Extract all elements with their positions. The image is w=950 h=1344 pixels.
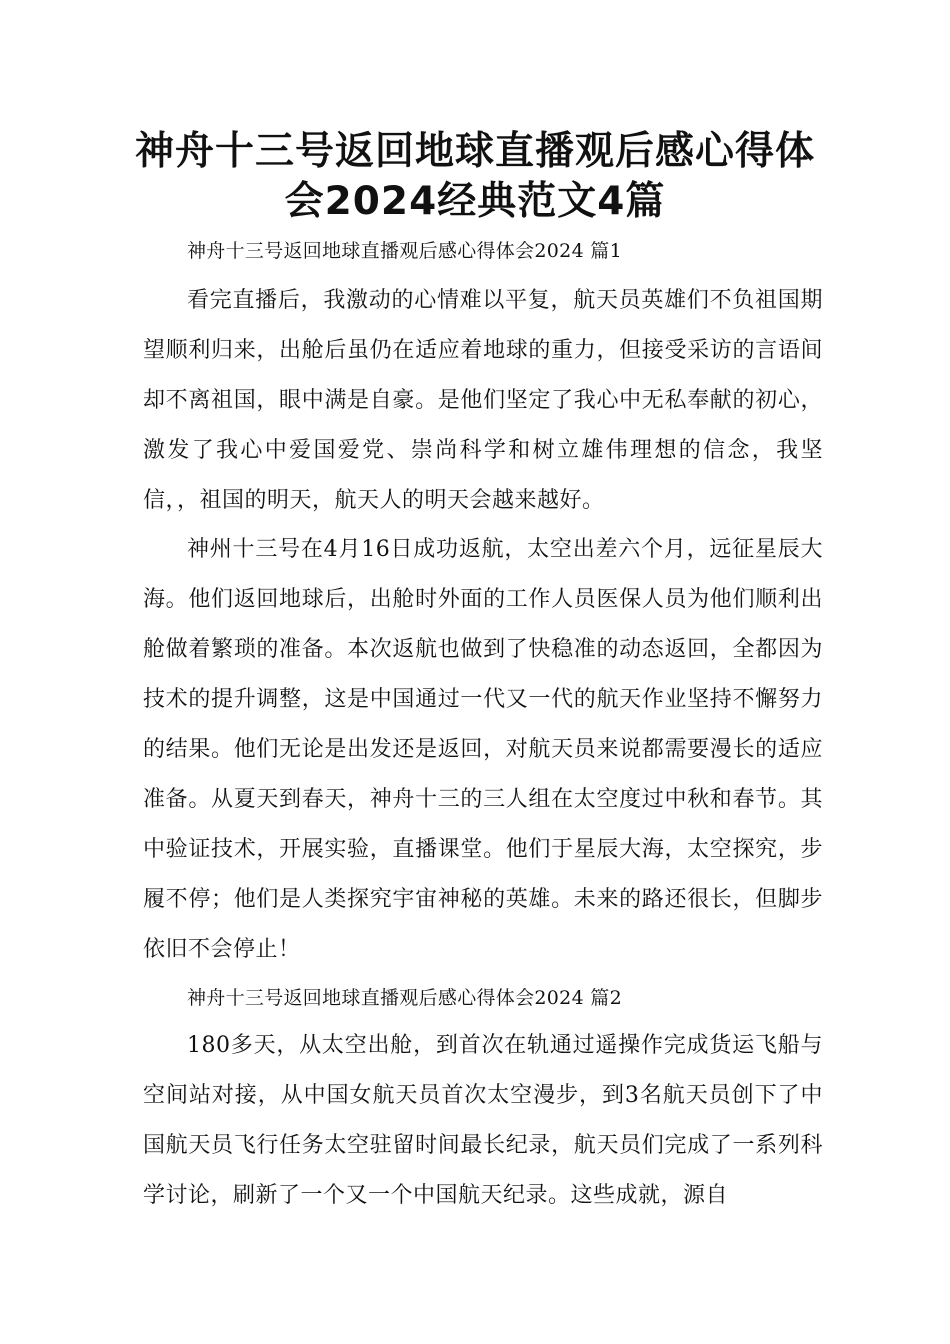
section2-paragraph-1: 180多天，从太空出舱，到首次在轨通过遥操作完成货运飞船与空间站对接，从中国女航天员首次太空漫步，到3名航天员创下了中国航天员飞行任务太空驻留时间最长纪录，航天员们完成了一系列科学讨论，刷新了一个又一个中国航天纪录。这些成就，源自 xyxy=(143,1033,823,1208)
section1-paragraph-2: 神州十三号在4月16日成功返航，太空出差六个月，远征星辰大海。他们返回地球后，出舱时外面的工作人员医保人员为他们顺利出舱做着繁琐的准备。本次返航也做到了快稳准的动态返回，全都因为技术的提升调整，这是中国通过一代又一代的航天作业坚持不懈努力的结果。他们无论是出发还是返回，对航天员来说都需要漫长的适应准备。从夏天到春天，神舟十三的三人组在太空度过中秋和春节。其中验证技术，开展实验，直播课堂。他们于星辰大海，太空探究，步履不停；他们是人类探究宇宙神秘的英雄。未来的路还很长，但脚步依旧不会停止！ xyxy=(143,537,823,962)
document-title-line1: 神舟十三号返回地球直播观后感心得体 xyxy=(134,129,815,174)
section1-paragraph-1: 看完直播后，我激动的心情难以平复，航天员英雄们不负祖国期望顺利归来，出舱后虽仍在适应着地球的重力，但接受采访的言语间却不离祖国，眼中满是自豪。是他们坚定了我心中无私奉献的初心，激发了我心中爱国爱党、崇尚科学和树立雄伟理想的信念，我坚信，，祖国的明天，航天人的明天会越来越好。 xyxy=(143,288,823,513)
section2-heading: 神舟十三号返回地球直播观后感心得体会2024 篇2 xyxy=(187,987,622,1009)
section1-heading: 神舟十三号返回地球直播观后感心得体会2024 篇1 xyxy=(187,240,622,262)
document-title-line2: 会2024经典范文4篇 xyxy=(284,179,666,224)
